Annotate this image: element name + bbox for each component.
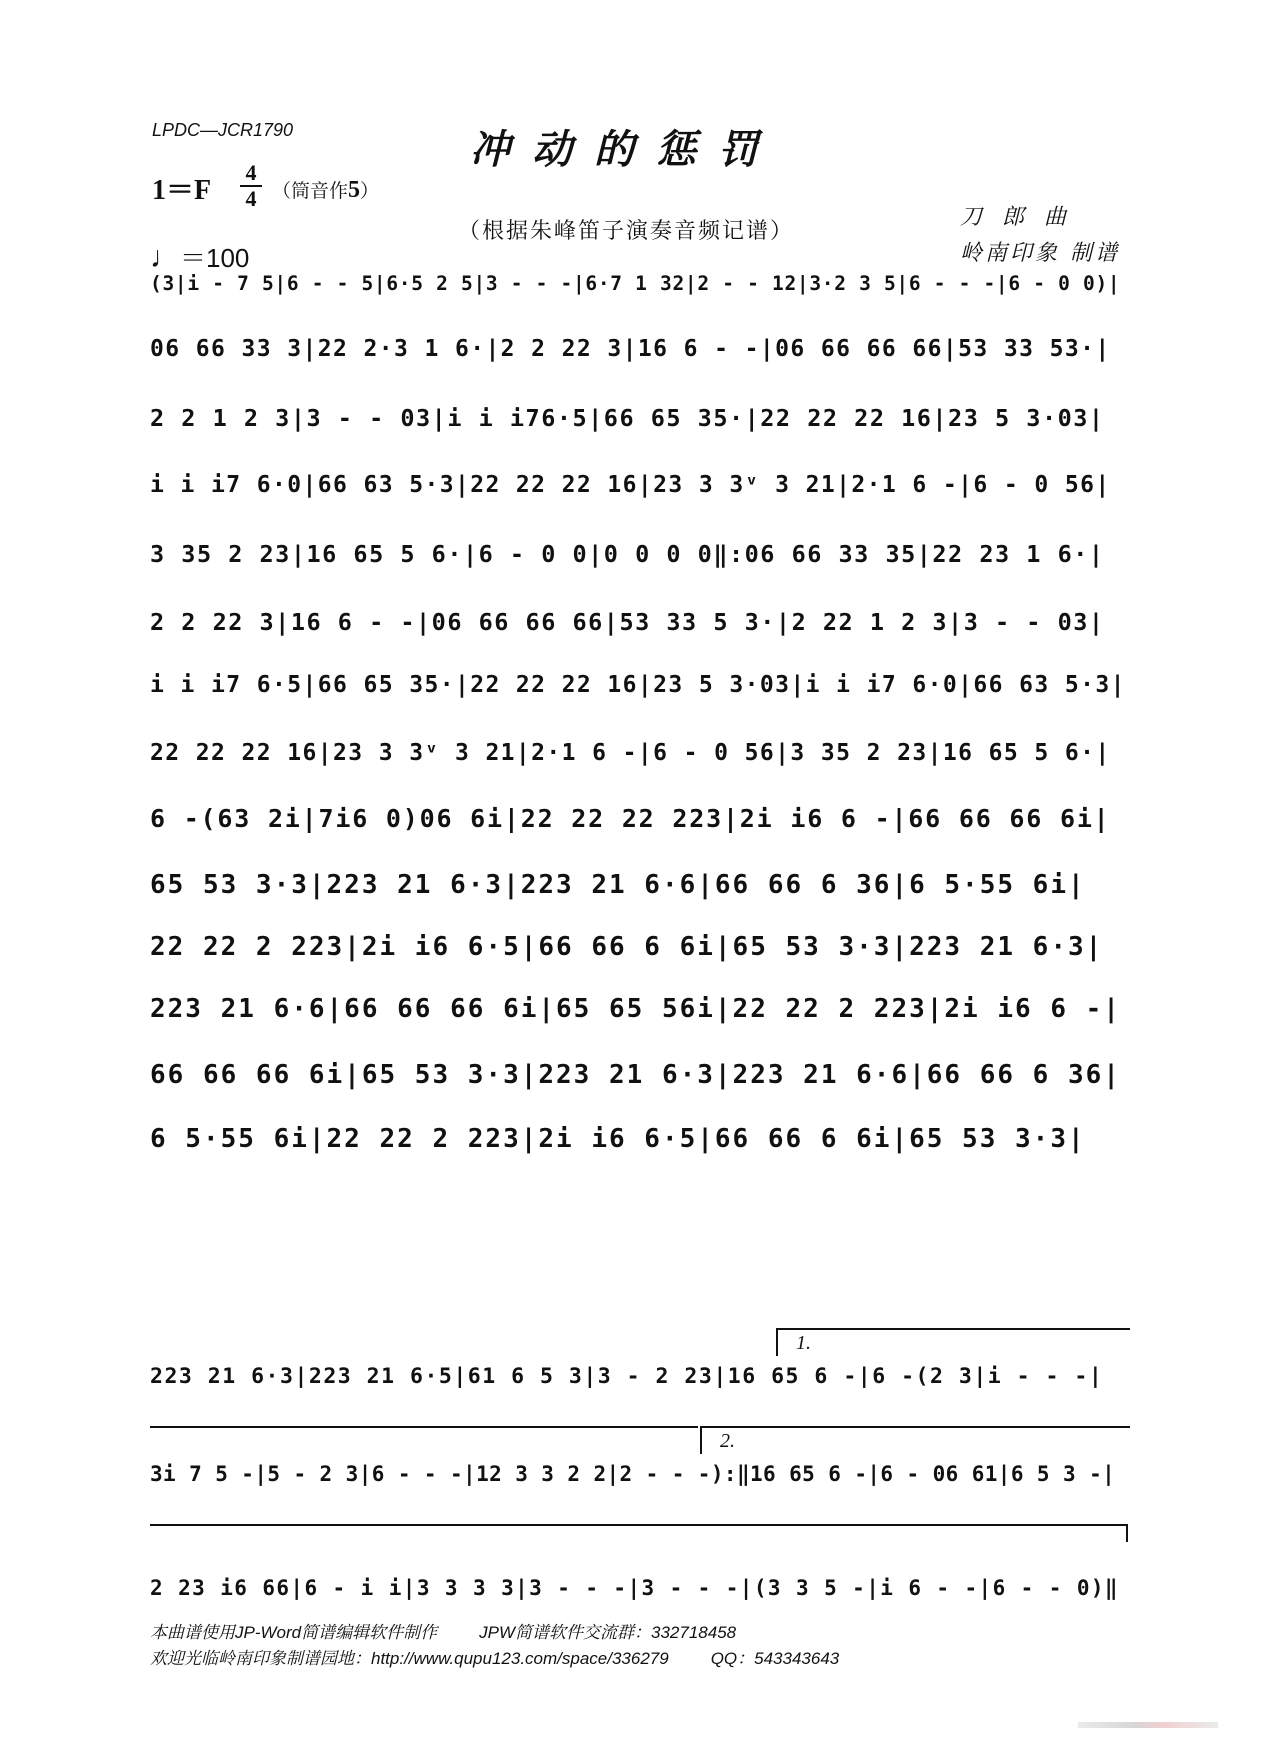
volta-continuation-rule (150, 1426, 698, 1428)
score-line: 6 5·55 6i|22 22 2 223|2i i6 6·5|66 66 6 6i|65 53 3·3| (150, 1124, 1086, 1154)
volta-end-tick (1126, 1524, 1128, 1542)
arranger: 岭南印象 制谱 (960, 241, 1120, 266)
volta-bracket-2 (700, 1426, 1130, 1454)
score-line: 2 23 i6 66|6 - i i|3 3 3 3|3 - - -|3 - - -|(3 3 5 -|i 6 - -|6 - - 0)‖ (150, 1576, 1119, 1600)
score-line: 66 66 66 6i|65 53 3·3|223 21 6·3|223 21 6·6|66 66 6 36| (150, 1060, 1121, 1090)
score-line: 22 22 22 16|23 3 3ᵛ 3 21|2·1 6 -|6 - 0 56|3 35 2 23|16 65 5 6·| (150, 740, 1111, 766)
watermark-smudge (1078, 1722, 1218, 1728)
footer-software-note: 本曲谱使用JP-Word简谱编辑软件制作 (150, 1623, 438, 1642)
volta-label-2: 2. (720, 1430, 735, 1452)
footer-group-number: JPW简谱软件交流群：332718458 (479, 1623, 737, 1642)
page-title: 冲动的惩罚 (470, 126, 780, 173)
score-line: 6 -(63 2i|7i6 0)06 6i|22 22 22 223|2i i6 6 -|66 66 66 6i| (150, 804, 1111, 833)
volta-bracket-1 (776, 1328, 1130, 1356)
score-line: (3|i - 7 5|6 - - 5|6·5 2 5|3 - - -|6·7 1 32|2 - - 12|3·2 3 5|6 - - -|6 - 0 0)| (150, 272, 1121, 295)
volta-continuation-rule (150, 1524, 1128, 1526)
footer-qq: QQ：543343643 (710, 1649, 840, 1668)
score-line: i i i7 6·5|66 65 35·|22 22 22 16|23 5 3·03|i i i7 6·0|66 63 5·3| (150, 672, 1126, 698)
quarter-note-icon: ♩ (150, 241, 180, 274)
tempo-value: ＝100 (180, 243, 250, 273)
score-line: 3 35 2 23|16 65 5 6·|6 - 0 0|0 0 0 0‖:06 66 33 35|22 23 1 6·| (150, 540, 1105, 568)
fingering-note-close: ） (360, 180, 380, 202)
score-line: 65 53 3·3|223 21 6·3|223 21 6·6|66 66 6 36|6 5·55 6i| (150, 870, 1086, 900)
score-line: 22 22 2 223|2i i6 6·5|66 66 6 6i|65 53 3·3|223 21 6·3| (150, 932, 1104, 962)
score-line: 223 21 6·6|66 66 66 6i|65 65 56i|22 22 2 223|2i i6 6 -| (150, 994, 1121, 1024)
score-line: i i i7 6·0|66 63 5·3|22 22 22 16|23 3 3ᵛ 3 21|2·1 6 -|6 - 0 56| (150, 472, 1111, 498)
time-signature-bottom: 4 (245, 186, 257, 211)
score-line: 223 21 6·3|223 21 6·5|61 6 5 3|3 - 2 23|16 65 6 -|6 -(2 3|i - - -| (150, 1364, 1104, 1389)
time-signature-top: 4 (245, 160, 257, 185)
fingering-note-digit: 5 (348, 177, 361, 203)
key-signature: 1＝F (152, 175, 212, 206)
footer-website: 欢迎光临岭南印象制谱园地：http://www.qupu123.com/space/336279 (150, 1649, 669, 1668)
score-code: LPDC—JCR1790 (152, 120, 294, 140)
fingering-note-open: （筒音作 (272, 180, 349, 202)
score-line: 2 2 1 2 3|3 - - 03|i i i76·5|66 65 35·|22 22 22 16|23 5 3·03| (150, 404, 1105, 432)
footer-line-2 (150, 1644, 839, 1669)
tempo-marking (150, 238, 249, 275)
score-line: 3i 7 5 -|5 - 2 3|6 - - -|12 3 3 2 2|2 - - -):‖16 65 6 -|6 - 06 61|6 5 3 -| (150, 1462, 1116, 1486)
fingering-note (272, 176, 379, 204)
score-line: 06 66 33 3|22 2·3 1 6·|2 2 22 3|16 6 - -|06 66 66 66|53 33 53·| (150, 336, 1111, 362)
footer-line-1 (150, 1618, 736, 1643)
subtitle: （根据朱峰笛子演奏音频记谱） (458, 219, 795, 244)
composer: 刀郎曲 (960, 205, 1087, 230)
time-signature (240, 162, 262, 210)
score-line: 2 2 22 3|16 6 - -|06 66 66 66|53 33 5 3·|2 22 1 2 3|3 - - 03| (150, 608, 1105, 636)
volta-label-1: 1. (796, 1332, 811, 1354)
